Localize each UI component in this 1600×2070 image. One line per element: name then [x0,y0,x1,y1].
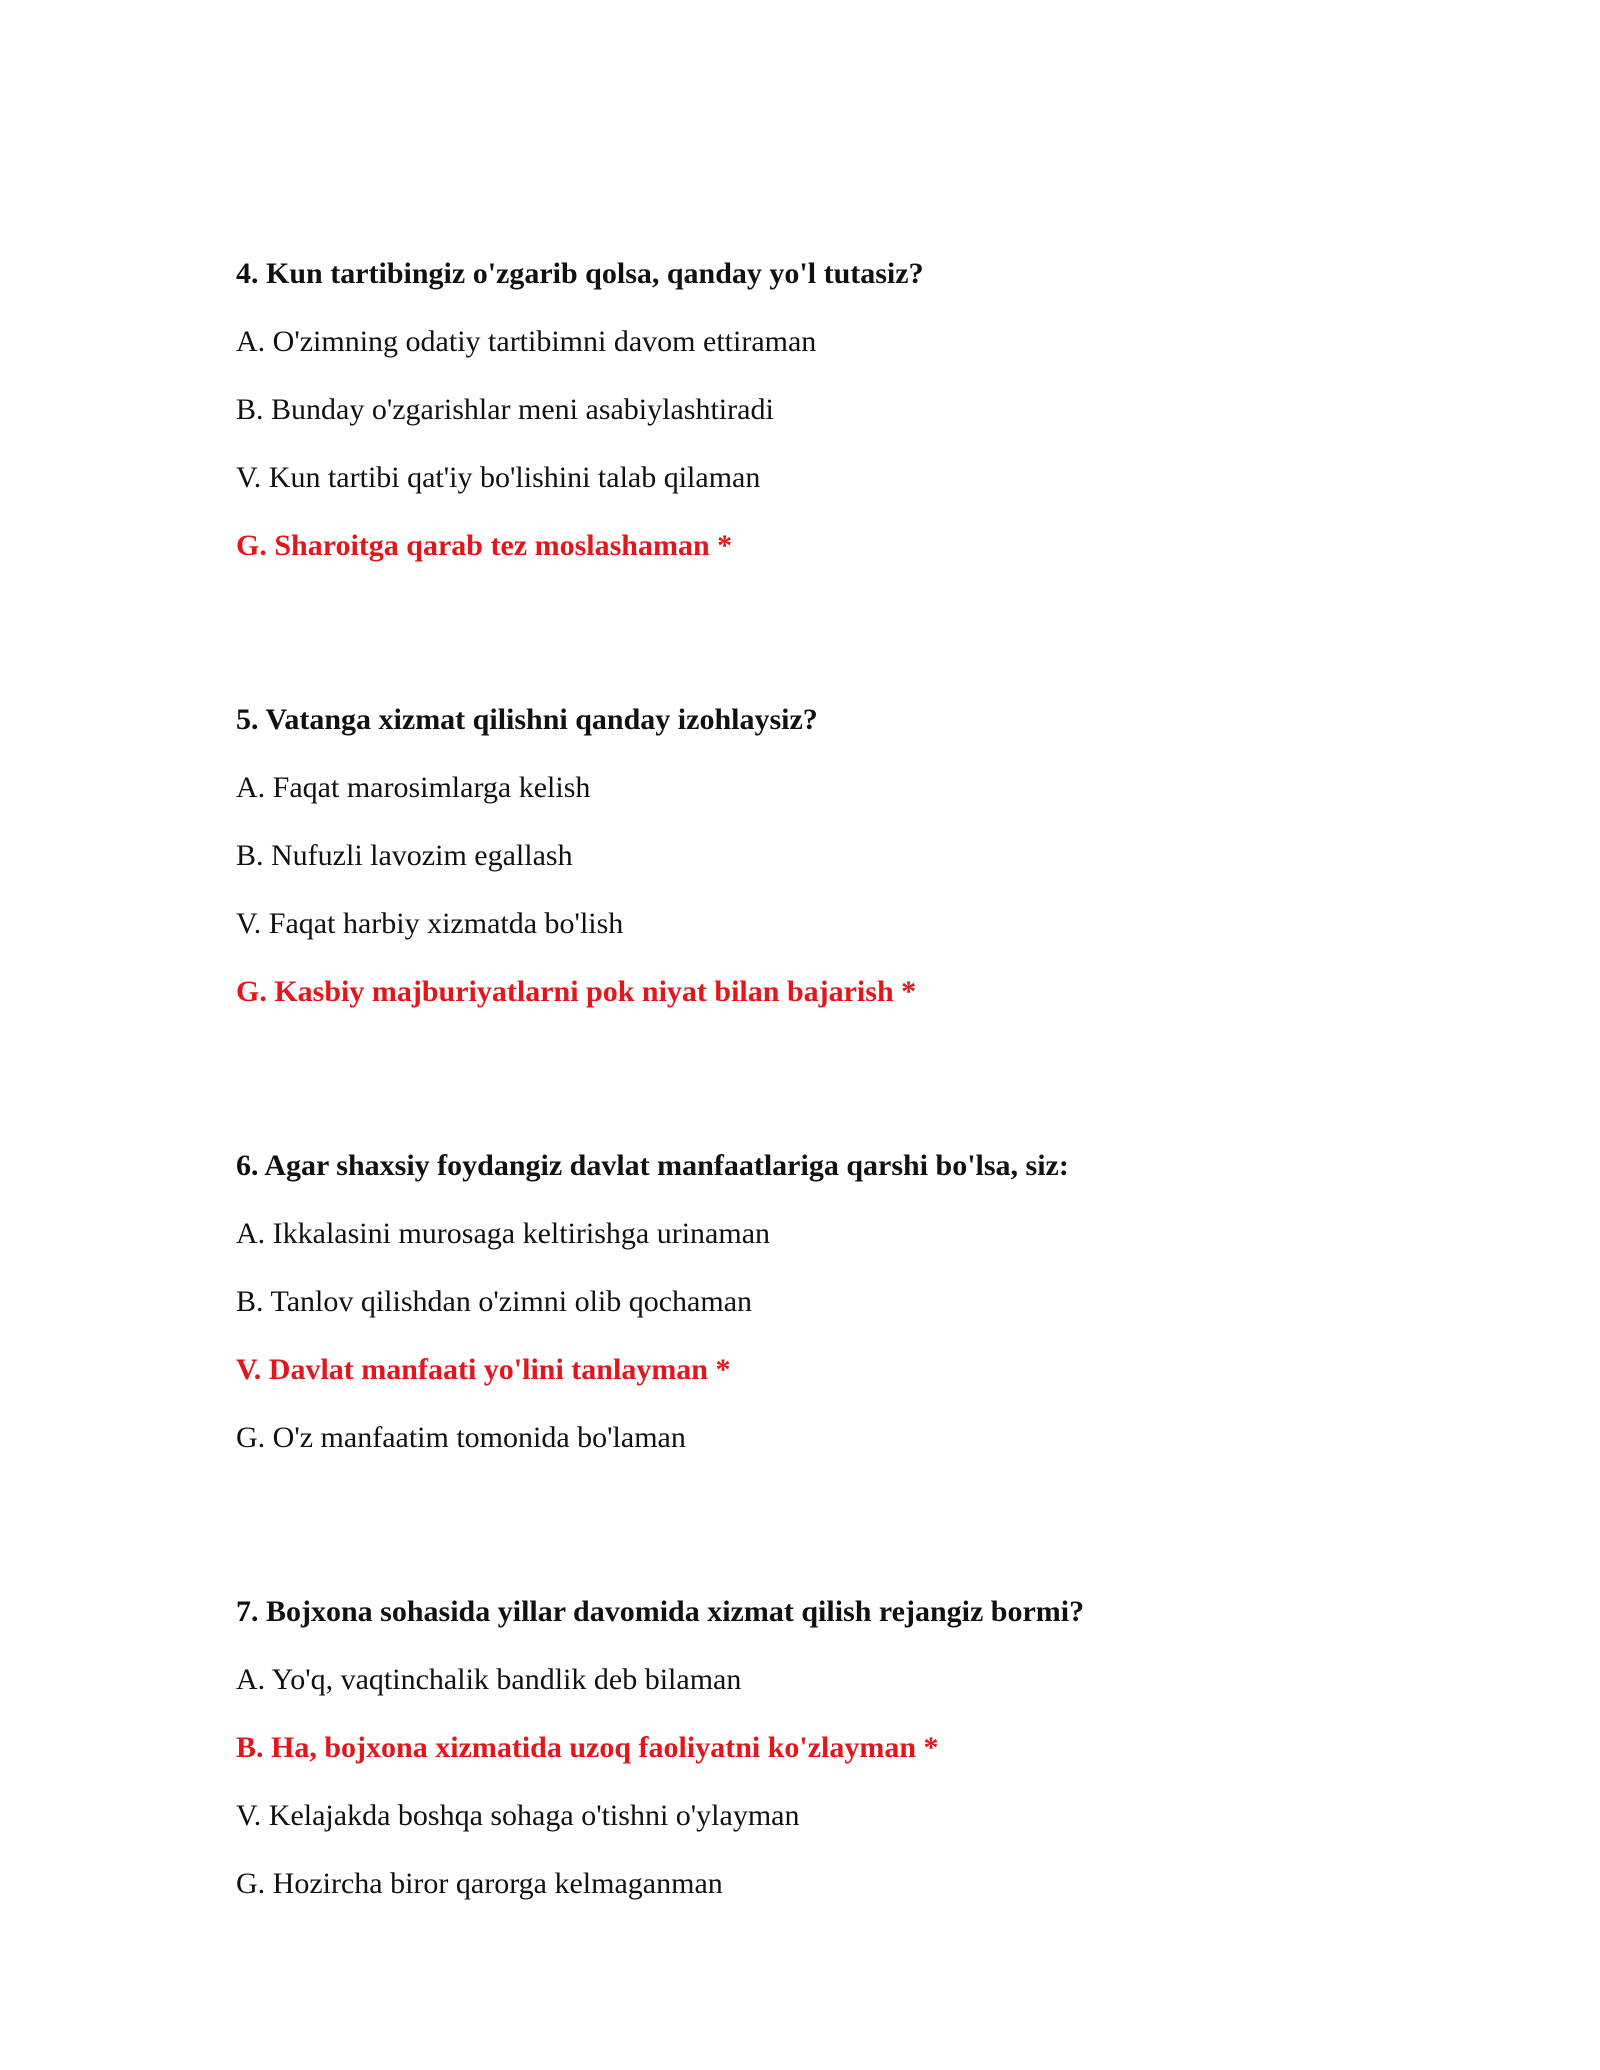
question-title: 7. Bojxona sohasida yillar davomida xizmat qilish rejangiz bormi? [236,1595,1085,1628]
correct-answer-option-b: B. Ha, bojxona xizmatida uzoq faoliyatni ko'zlayman * [236,1731,939,1764]
answer-option-b: B. Bunday o'zgarishlar meni asabiylashtiradi [236,393,774,426]
answer-option-a: A. Faqat marosimlarga kelish [236,771,591,804]
correct-answer-option-v: V. Davlat manfaati yo'lini tanlayman * [236,1353,731,1386]
answer-option-v: V. Kun tartibi qat'iy bo'lishini talab qilaman [236,461,761,494]
answer-option-g: G. O'z manfaatim tomonida bo'laman [236,1421,686,1454]
answer-option-v: V. Faqat harbiy xizmatda bo'lish [236,907,624,940]
answer-option-a: A. Ikkalasini murosaga keltirishga urinaman [236,1217,771,1250]
answer-option-b: B. Nufuzli lavozim egallash [236,839,573,872]
question-title: 5. Vatanga xizmat qilishni qanday izohlaysiz? [236,703,818,736]
question-title: 4. Kun tartibingiz o'zgarib qolsa, qanday yo'l tutasiz? [236,257,924,290]
question-block-6 [236,1146,1436,1458]
answer-option-g: G. Hozircha biror qarorga kelmaganman [236,1867,723,1900]
correct-answer-option-g: G. Kasbiy majburiyatlarni pok niyat bilan bajarish * [236,975,917,1008]
answer-option-v: V. Kelajakda boshqa sohaga o'tishni o'ylayman [236,1799,800,1832]
question-block-5 [236,700,1436,1012]
answer-option-b: B. Tanlov qilishdan o'zimni olib qochaman [236,1285,753,1318]
correct-answer-option-g: G. Sharoitga qarab tez moslashaman * [236,529,733,562]
document-page [236,254,1436,2038]
question-title: 6. Agar shaxsiy foydangiz davlat manfaatlariga qarshi bo'lsa, siz: [236,1149,1069,1182]
question-block-7 [236,1592,1436,1904]
answer-option-a: A. O'zimning odatiy tartibimni davom ettiraman [236,325,817,358]
answer-option-a: A. Yo'q, vaqtinchalik bandlik deb bilaman [236,1663,742,1696]
question-block-4 [236,254,1436,566]
